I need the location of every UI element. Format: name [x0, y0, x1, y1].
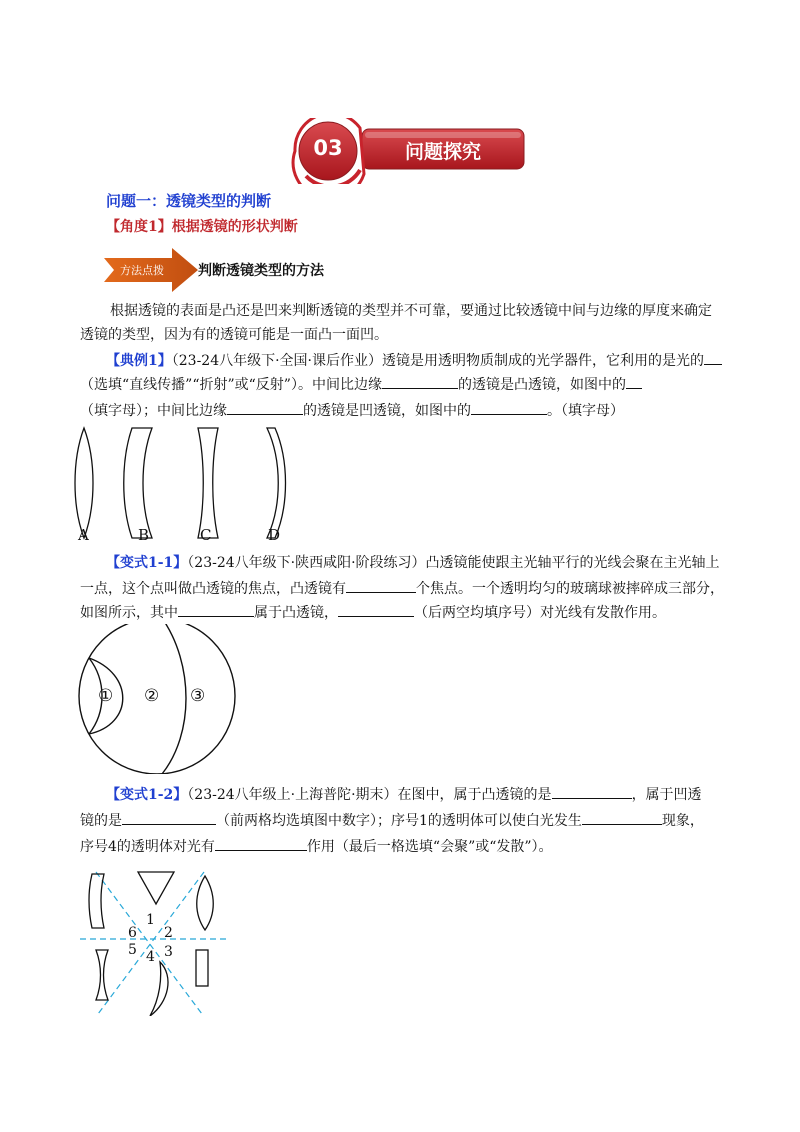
variant11-text-1: （23-24八年级下·陕西咸阳·阶段练习）凸透镜能使跟主光轴平行的光线会聚在主光轴上 [187, 555, 720, 571]
variant12-text-3a: 序号4的透明体对光有 [80, 839, 215, 855]
label-d: D [268, 526, 281, 544]
method-arrow [104, 248, 200, 292]
answer-blank[interactable] [178, 600, 254, 617]
answer-blank[interactable] [471, 398, 547, 415]
variant12-line-1 [106, 782, 702, 808]
lens-c [198, 428, 218, 538]
method-title: 判断透镜类型的方法 [198, 263, 324, 279]
optical-elements-figure [74, 866, 234, 1016]
example1-line-2 [80, 372, 642, 398]
element-number-5: 5 [128, 942, 137, 958]
intro-line-2: 透镜的类型，因为有的透镜可能是一面凸一面凹。 [80, 327, 388, 343]
variant11-text-2a: 一点，这个点叫做凸透镜的焦点，凸透镜有 [80, 581, 346, 597]
section-heading: 问题一：透镜类型的判断 [106, 192, 272, 210]
answer-blank[interactable] [382, 372, 458, 389]
prism-1 [138, 872, 174, 904]
variant11-text-2b: 个焦点。一个透明均匀的玻璃球被摔碎成三部分， [416, 581, 724, 597]
example-tag: 【典例1】 [106, 353, 172, 369]
banner-title: 问题探究 [404, 141, 481, 163]
example1-text-2a: （选填“直线传播”“折射”或“反射”）。中间比边缘 [80, 377, 382, 393]
variant11-line-1 [106, 550, 720, 576]
dashed-line [96, 872, 202, 1014]
variant11-line-3 [80, 600, 666, 626]
variant12-text-2b: （前两格均选填图中数字）；序号1的透明体可以使白光发生 [216, 813, 582, 829]
answer-blank[interactable] [346, 576, 416, 593]
answer-blank[interactable] [215, 834, 307, 851]
variant12-text-3b: 作用（最后一格选填“会聚”或“发散”）。 [306, 839, 553, 855]
lens-d [267, 428, 286, 538]
example1-text-3b: 的透镜是凹透镜，如图中的 [303, 403, 471, 419]
element-number-4: 4 [146, 949, 155, 965]
variant12-line-3 [80, 834, 553, 860]
section-banner [290, 118, 530, 184]
variant11-text-3a: 如图所示，其中 [80, 605, 178, 621]
example1-text-3c: 。（填字母） [547, 403, 624, 419]
dashed-line [98, 872, 204, 1014]
lens-b [124, 428, 152, 538]
piece-2-label: ② [144, 686, 160, 706]
answer-blank[interactable] [227, 398, 303, 415]
example1-line-1 [106, 348, 722, 374]
answer-blank[interactable] [582, 808, 662, 825]
lens-shapes-figure [70, 424, 310, 542]
variant11-line-2 [80, 576, 724, 602]
variant-tag: 【变式1-1】 [106, 555, 188, 571]
variant12-line-2 [80, 808, 704, 834]
variant12-text-1b: ，属于凹透 [631, 787, 702, 803]
label-c: C [200, 526, 212, 544]
answer-blank[interactable] [552, 782, 632, 799]
answer-blank[interactable] [626, 372, 642, 389]
answer-blank[interactable] [338, 600, 414, 617]
method-tag: 方法点拨 [120, 264, 164, 277]
variant11-text-3c: （后两空均填序号）对光线有发散作用。 [414, 605, 666, 621]
piece-3-label: ③ [190, 686, 206, 706]
element-number-3: 3 [164, 944, 173, 960]
lens-4 [150, 962, 168, 1016]
variant12-text-2c: 现象， [661, 813, 704, 829]
variant12-text-1a: （23-24八年级上·上海普陀·期末）在图中，属于凸透镜的是 [187, 787, 552, 803]
example1-text-2b: 的透镜是凸透镜，如图中的 [457, 377, 626, 393]
label-b: B [138, 526, 150, 544]
variant11-text-3b: 属于凸透镜， [254, 605, 338, 621]
banner-number: 03 [313, 136, 343, 160]
label-a: A [78, 526, 89, 544]
example1-line-3 [80, 398, 624, 424]
answer-blank[interactable] [704, 348, 722, 365]
element-number-1: 1 [146, 912, 155, 928]
lens-a [75, 428, 93, 538]
lens-5 [96, 950, 108, 1000]
lens-6 [89, 874, 104, 928]
example1-text-1: （23-24八年级下·全国·课后作业）透镜是用透明物质制成的光学器件，它利用的是光的 [171, 353, 705, 369]
intro-line-1: 根据透镜的表面是凸还是凹来判断透镜的类型并不可靠，要通过比较透镜中间与边缘的厚度来确定 [110, 303, 712, 319]
variant12-text-2a: 镜的是 [80, 813, 122, 829]
block-3 [196, 950, 208, 986]
element-number-6: 6 [128, 925, 137, 941]
angle-heading: 【角度1】根据透镜的形状判断 [106, 219, 298, 235]
lens-2 [197, 876, 214, 930]
answer-blank[interactable] [122, 808, 216, 825]
piece-1-label: ① [98, 686, 114, 706]
variant-tag: 【变式1-2】 [106, 787, 188, 803]
element-number-2: 2 [164, 925, 173, 941]
example1-text-3a: （填字母）；中间比边缘 [80, 403, 227, 419]
